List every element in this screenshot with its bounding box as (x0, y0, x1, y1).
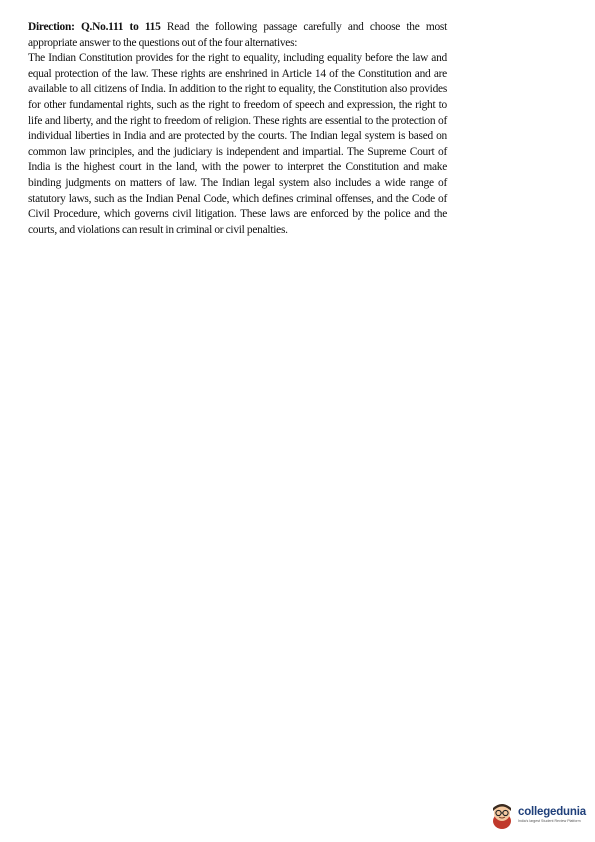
passage-text: The Indian Constitution provides for the right to equality, including equality before the law and equal protection of the law. These rights are enshrined in Article 14 of the Constitution and are available to all citizens of India. In addition to the right to equality, the Constitution also provides for other fundamental rights, such as the right to freedom of speech and expression, the right to life and liberty, and the right to freedom of religion. These rights are essential to the protection of individual liberties in India and are protected by the courts. The Indian legal system is based on common law principles, and the judiciary is independent and impartial. The Supreme Court of India is the highest court in the land, with the power to interpret the Constitution and make binding judgments on matters of law. The Indian legal system also includes a wide range of statutory laws, such as the Indian Penal Code, which defines criminal offenses, and the Code of Civil Procedure, which governs civil litigation. These laws are enforced by the police and the courts, and violations can result in criminal or civil penalties. (28, 52, 447, 236)
logo-tagline: India's largest Student Review Platform (518, 819, 581, 823)
logo-name: collegedunia (518, 806, 586, 818)
direction-instruction: Read the following passage carefully and choose the most appropriate answer to the questions out of the four alternatives: (28, 21, 447, 49)
question-passage-block (28, 20, 447, 238)
student-mascot-icon (488, 800, 516, 830)
collegedunia-logo (488, 798, 588, 832)
direction-label: Direction: Q.No.111 to 115 (28, 21, 161, 33)
direction-line (28, 20, 447, 51)
